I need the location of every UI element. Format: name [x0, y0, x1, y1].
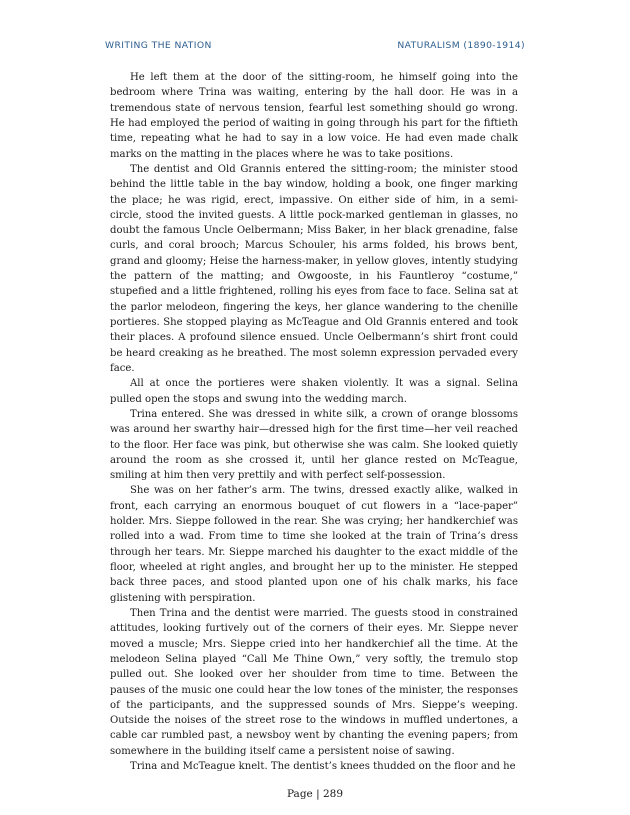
body-text: [110, 70, 518, 774]
paragraph: She was on her father’s arm. The twins, dressed exactly alike, walked in front, each carrying an enormous bouquet of cut flowers in a “lace-paper” holder. Mrs. Sieppe followed in the rear. She was crying; her handkerchief was rolled into a wad. From time to time she looked at the train of Trina’s dress through her tears. Mr. Sieppe marched his daughter to the exact middle of the floor, wheeled at right angles, and brought her up to the minister. He stepped back three paces, and stood planted upon one of his chalk marks, his face glistening with perspiration.: [110, 485, 518, 604]
header-section-title: NATURALISM (1890-1914): [397, 40, 525, 51]
running-header: [105, 40, 525, 54]
header-book-title: WRITING THE NATION: [105, 40, 212, 51]
paragraph: Then Trina and the dentist were married. The guests stood in constrained attitudes, looking furtively out of the corners of their eyes. Mr. Sieppe never moved a muscle; Mrs. Sieppe cried into her handkerchief all the time. At the melodeon Selina played “Call Me Thine Own,” very softly, the tremulo stop pulled out. She looked over her shoulder from time to time. Between the pauses of the music one could hear the low tones of the minister, the responses of the participants, and the suppressed sounds of Mrs. Sieppe’s weeping. Outside the noises of the street rose to the windows in muffled undertones, a cable car rumbled past, a newsboy went by chanting the evening papers; from somewhere in the building itself came a persistent noise of sawing.: [110, 607, 518, 757]
page-number: Page | 289: [286, 788, 344, 800]
paragraph: Trina entered. She was dressed in white silk, a crown of orange blossoms was around her swarthy hair—dressed high for the first time—her veil reached to the floor. Her face was pink, but otherwise she was calm. She looked quietly around the room as she crossed it, until her glance rested on McTeague, smiling at him then very prettily and with perfect self-possession.: [110, 408, 518, 482]
paragraph: The dentist and Old Grannis entered the sitting-room; the minister stood behind the little table in the bay window, holding a book, one finger marking the place; he was rigid, erect, impassive. On either side of him, in a semi-circle, stood the invited guests. A little pock-marked gentleman in glasses, no doubt the famous Uncle Oelbermann; Miss Baker, in her black grenadine, false curls, and coral brooch; Marcus Schouler, his arms folded, his brows bent, grand and gloomy; Heise the harness-maker, in yellow gloves, intently studying the pattern of the matting; and Owgooste, in his Fauntleroy “costume,” stupefied and a little frightened, rolling his eyes from face to face. Selina sat at the parlor melodeon, fingering the keys, her glance wandering to the chenille portieres. She stopped playing as McTeague and Old Grannis entered and took their places. A profound silence ensued. Uncle Oelbermann’s shirt front could be heard creaking as he breathed. The most solemn expression pervaded every face.: [110, 163, 518, 374]
paragraph: All at once the portieres were shaken violently. It was a signal. Selina pulled open the stops and swung into the wedding march.: [110, 378, 518, 405]
paragraph: He left them at the door of the sitting-room, he himself going into the bedroom where Trina was waiting, entering by the hall door. He was in a tremendous state of nervous tension, fearful lest something should go wrong. He had employed the period of waiting in going through his part for the fiftieth time, repeating what he had to say in a low voice. He had even made chalk marks on the matting in the places where he was to take positions.: [110, 72, 518, 160]
paragraph: Trina and McTeague knelt. The dentist’s knees thudded on the floor and he: [130, 761, 516, 773]
